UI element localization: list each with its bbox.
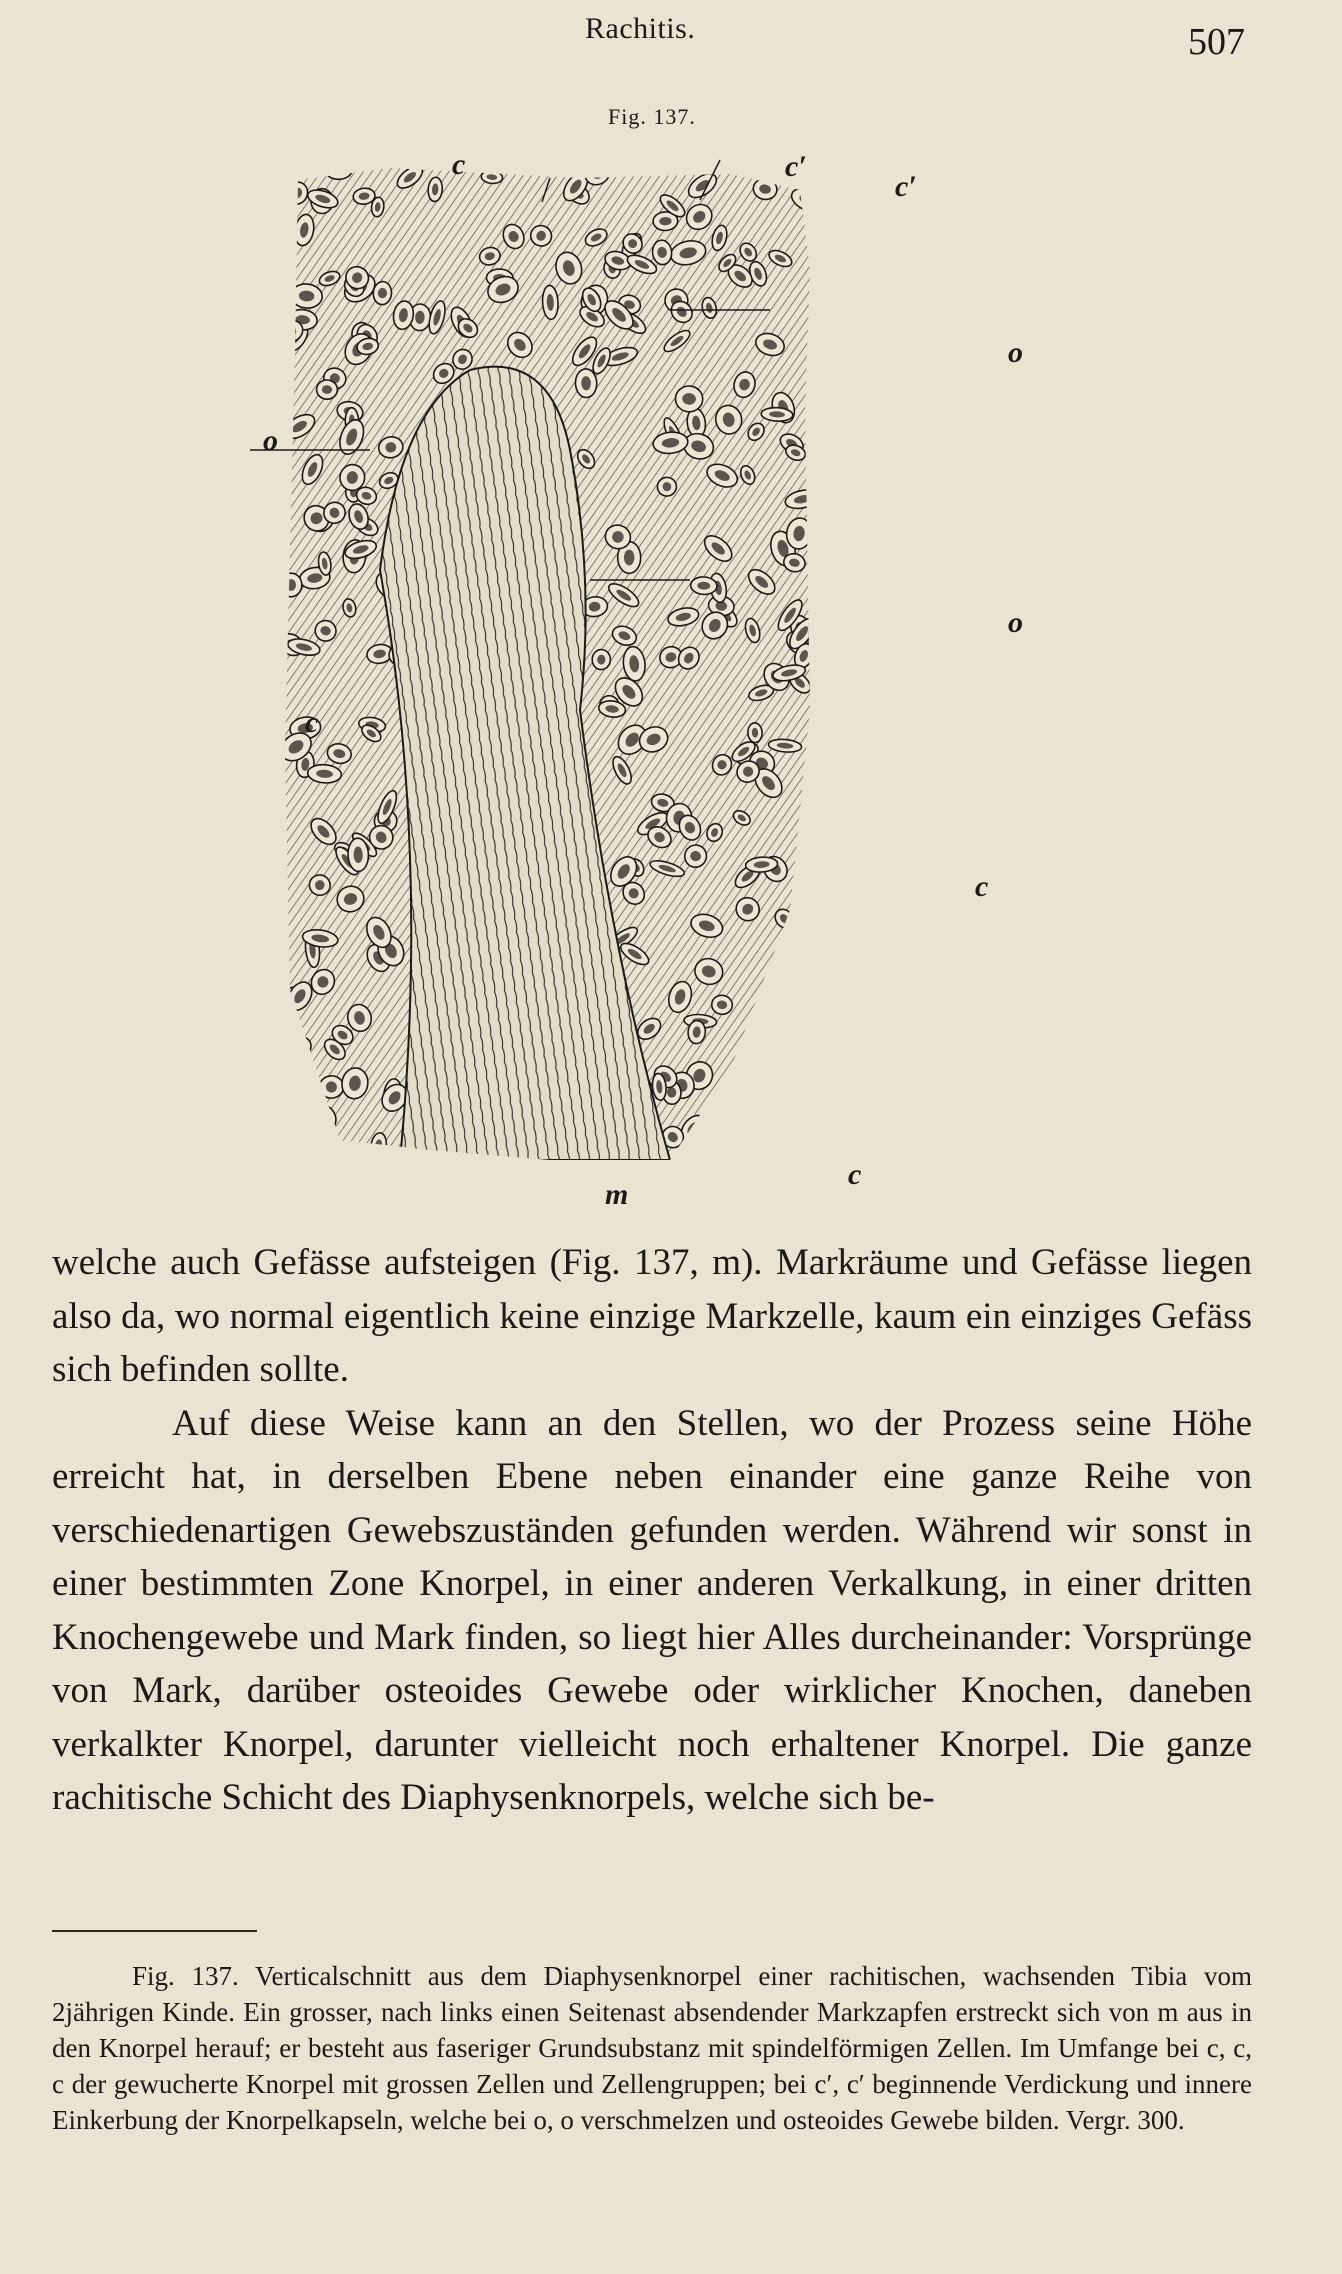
cartilage-cell (706, 1113, 737, 1143)
figure-letter-c-right: c (975, 870, 989, 903)
cartilage-cell (698, 1132, 735, 1163)
cell-nucleus (796, 916, 809, 929)
cartilage-cell (750, 1116, 770, 1137)
cell-nucleus (779, 1138, 797, 1157)
cartilage-cell (778, 1031, 808, 1063)
tissue-section (250, 150, 1030, 1210)
running-title: Rachitis. (585, 12, 696, 45)
cartilage-cell (769, 1128, 807, 1168)
cell-nucleus (332, 166, 346, 174)
body-text (52, 1236, 1252, 1825)
cell-nucleus (624, 550, 634, 566)
cell-nucleus (294, 1041, 307, 1054)
cell-nucleus (707, 1140, 725, 1155)
cartilage-cell (789, 909, 816, 937)
figure-caption (52, 1958, 1252, 2138)
figure-letter-c-top: c (452, 148, 466, 181)
cartilage-cell (753, 1103, 783, 1133)
figure-letter-c-prime-2: c′ (895, 170, 917, 203)
caption-text: Fig. 137. Verticalschnitt aus dem Diaphysenknorpel einer rachitischen, wachsenden Tibia vom 2jährigen Kinde. Ein grosser, nach links einen Seitenast absendender Markzapfen erstreckt sich von m aus in den Knorpel herauf; er besteht aus faseriger Grundsubstanz mit spindelförmigen Zellen. Im Umfange bei c, c, c der gewucherte Knorpel mit grossen Zellen und Zellengruppen; bei c′, c′ beginnende Verdickung und innere Einkerbung der Knorpelkapseln, welche bei o, o verschmelzen und osteoides Gewebe bilden. Vergr. 300. (52, 1961, 1252, 2135)
cell-nucleus (714, 1121, 729, 1135)
cell-nucleus (756, 1121, 765, 1131)
cartilage-cell (767, 1120, 790, 1141)
cell-nucleus (316, 1110, 331, 1127)
figure-label: Fig. 137. (608, 104, 696, 129)
figure-letter-c-bottom: c (848, 1158, 862, 1191)
figure-letter-o-left: o (263, 424, 278, 457)
cell-nucleus (721, 1146, 735, 1164)
cell-nucleus (761, 1111, 775, 1125)
cell-nucleus (786, 1039, 801, 1054)
histology-drawing (250, 150, 1030, 1210)
figure-letter-c-left: c (305, 706, 319, 739)
figure-letter-m-bottom: m (605, 1178, 629, 1211)
figure-letter-c-prime-1: c′ (785, 150, 807, 183)
cartilage-cell (325, 161, 352, 180)
body-paragraph-2: Auf diese Weise kann an den Stellen, wo der Prozess seine Höhe erreicht hat, in derselben Ebene neben einander eine ganze Reihe von verschiedenartigen Gewebszuständen gefunden werden. Während wir sonst in einer bestimmten Zone Knorpel, in einer anderen Verkalkung, in einer dritten Knochengewebe und Mark finden, so liegt hier Alles durcheinander: Vorsprünge von Mark, darüber osteoides Gewebe oder wirklicher Knochen, daneben verkalkter Knorpel, darunter vielleicht noch erhaltener Knorpel. Die ganze rachitische Schicht des Diaphysenknorpels, welche sich be- (52, 1402, 1252, 1818)
figure-letter-o-right-mid: o (1008, 606, 1023, 639)
footnote-rule (52, 1930, 257, 1932)
cartilage-cell (276, 1123, 308, 1154)
histology-figure (250, 150, 1030, 1210)
cell-nucleus (773, 1125, 784, 1135)
cell-nucleus (785, 1078, 801, 1098)
cartilage-cell (776, 1068, 810, 1108)
figure-letter-o-right-top: o (1008, 336, 1023, 369)
cell-nucleus (284, 1131, 299, 1146)
cartilage-cell (291, 1105, 312, 1135)
body-paragraph-1: welche auch Gefässe aufsteigen (Fig. 137, m). Markräume und Gefässe liegen also da, wo normal eigentlich keine einzige Markzelle, kaum ein einziges Gefäss sich befinden sollte. (52, 1242, 1252, 1390)
cartilage-cell (713, 1136, 742, 1173)
page-number: 507 (1188, 21, 1245, 63)
cell-nucleus (296, 1113, 306, 1128)
